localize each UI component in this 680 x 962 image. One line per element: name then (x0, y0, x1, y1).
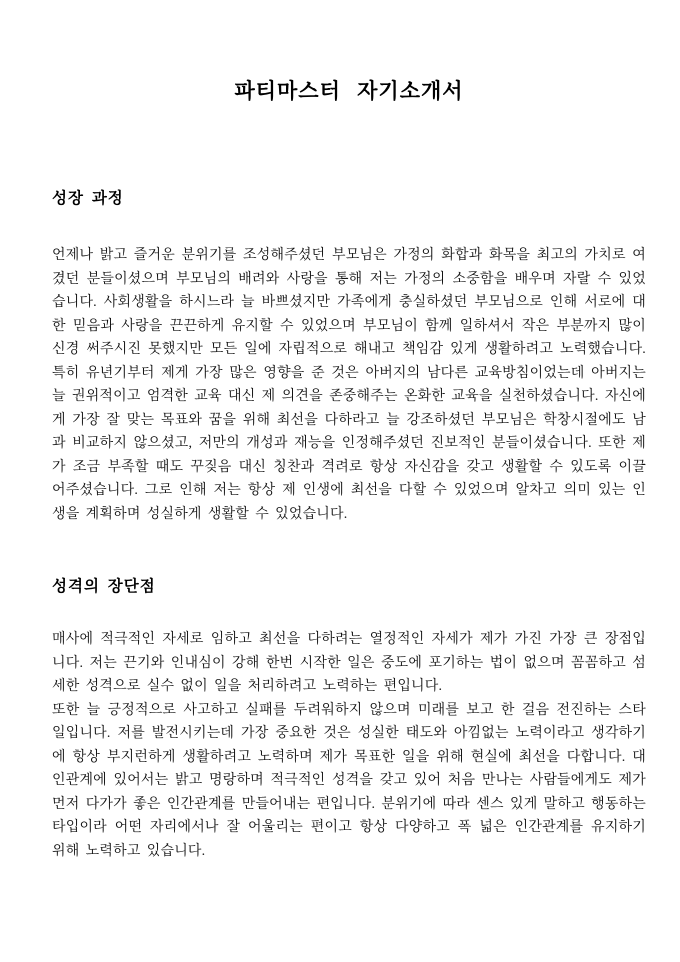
section-heading-growth-process: 성장 과정 (52, 190, 124, 207)
paragraph-growth-process: 언제나 밝고 즐거운 분위기를 조성해주셨던 부모님은 가정의 화합과 화목을 최고의 가치로 여겼던 분들이셨으며 부모님의 배려와 사랑을 통해 저는 가정의 소중함을 배우며 자랄 수 있었습니다. 사회생활을 하시느라 늘 바쁘셨지만 가족에게 충실하셨던 부모님으로 인해 서로에 대한 믿음과 사랑을 끈끈하게 유지할 수 있었으며 부모님이 함께 일하셔서 작은 부분까지 많이 신경 써주시진 못했지만 모든 일에 자립적으로 해내고 책임감 있게 생활하려고 노력했습니다. 특히 유년기부터 제게 가장 많은 영향을 준 것은 아버지의 남다른 교육방침이었는데 아버지는 늘 권위적이고 엄격한 교육 대신 제 의견을 존중해주는 온화한 교육을 실천하셨습니다. 자신에게 가장 잘 맞는 목표와 꿈을 위해 최선을 다하라고 늘 강조하셨던 부모님은 학창시절에도 남과 비교하지 않으셨고, 저만의 개성과 재능을 인정해주셨던 진보적인 분들이셨습니다. 또한 제가 조금 부족할 때도 꾸짖음 대신 칭찬과 격려로 항상 자신감을 갖고 생활할 수 있도록 이끌어주셨습니다. 그로 인해 저는 항상 제 인생에 최선을 다할 수 있었으며 알차고 의미 있는 인생을 계획하며 성실하게 생활할 수 있었습니다. (52, 248, 646, 522)
document-title: 파티마스터 자기소개서 (234, 79, 464, 103)
paragraph-personality-relationships: 또한 늘 긍정적으로 사고하고 실패를 두려워하지 않으며 미래를 보고 한 걸음 전진하는 스타일입니다. 저를 발전시키는데 가장 중요한 것은 성실한 태도와 아낌없는 노력이라고 생각하기에 항상 부지런하게 생활하려고 노력하며 제가 목표한 일을 위해 현실에 최선을 다합니다. 대인관계에 있어서는 밝고 명랑하며 적극적인 성격을 갖고 있어 처음 만나는 사람들에게도 제가 먼저 다가가 좋은 인간관계를 만들어내는 편입니다. 분위기에 따라 센스 있게 말하고 행동하는 타입이라 어떤 자리에서나 잘 어울리는 편이고 항상 다양하고 폭 넓은 인간관계를 유지하기 위해 노력하고 있습니다. (52, 702, 646, 859)
section-personality (52, 576, 646, 863)
section-growth-process (52, 188, 646, 526)
paragraph-personality-strengths: 매사에 적극적인 자세로 임하고 최선을 다하려는 열정적인 자세가 제가 가진 가장 큰 장점입니다. 저는 끈기와 인내심이 강해 한번 시작한 일은 중도에 포기하는 법이 없으며 꼼꼼하고 섬세한 성격으로 실수 없이 일을 처리하려고 노력하는 편입니다. (52, 632, 646, 694)
section-heading-personality: 성격의 장단점 (52, 578, 156, 595)
